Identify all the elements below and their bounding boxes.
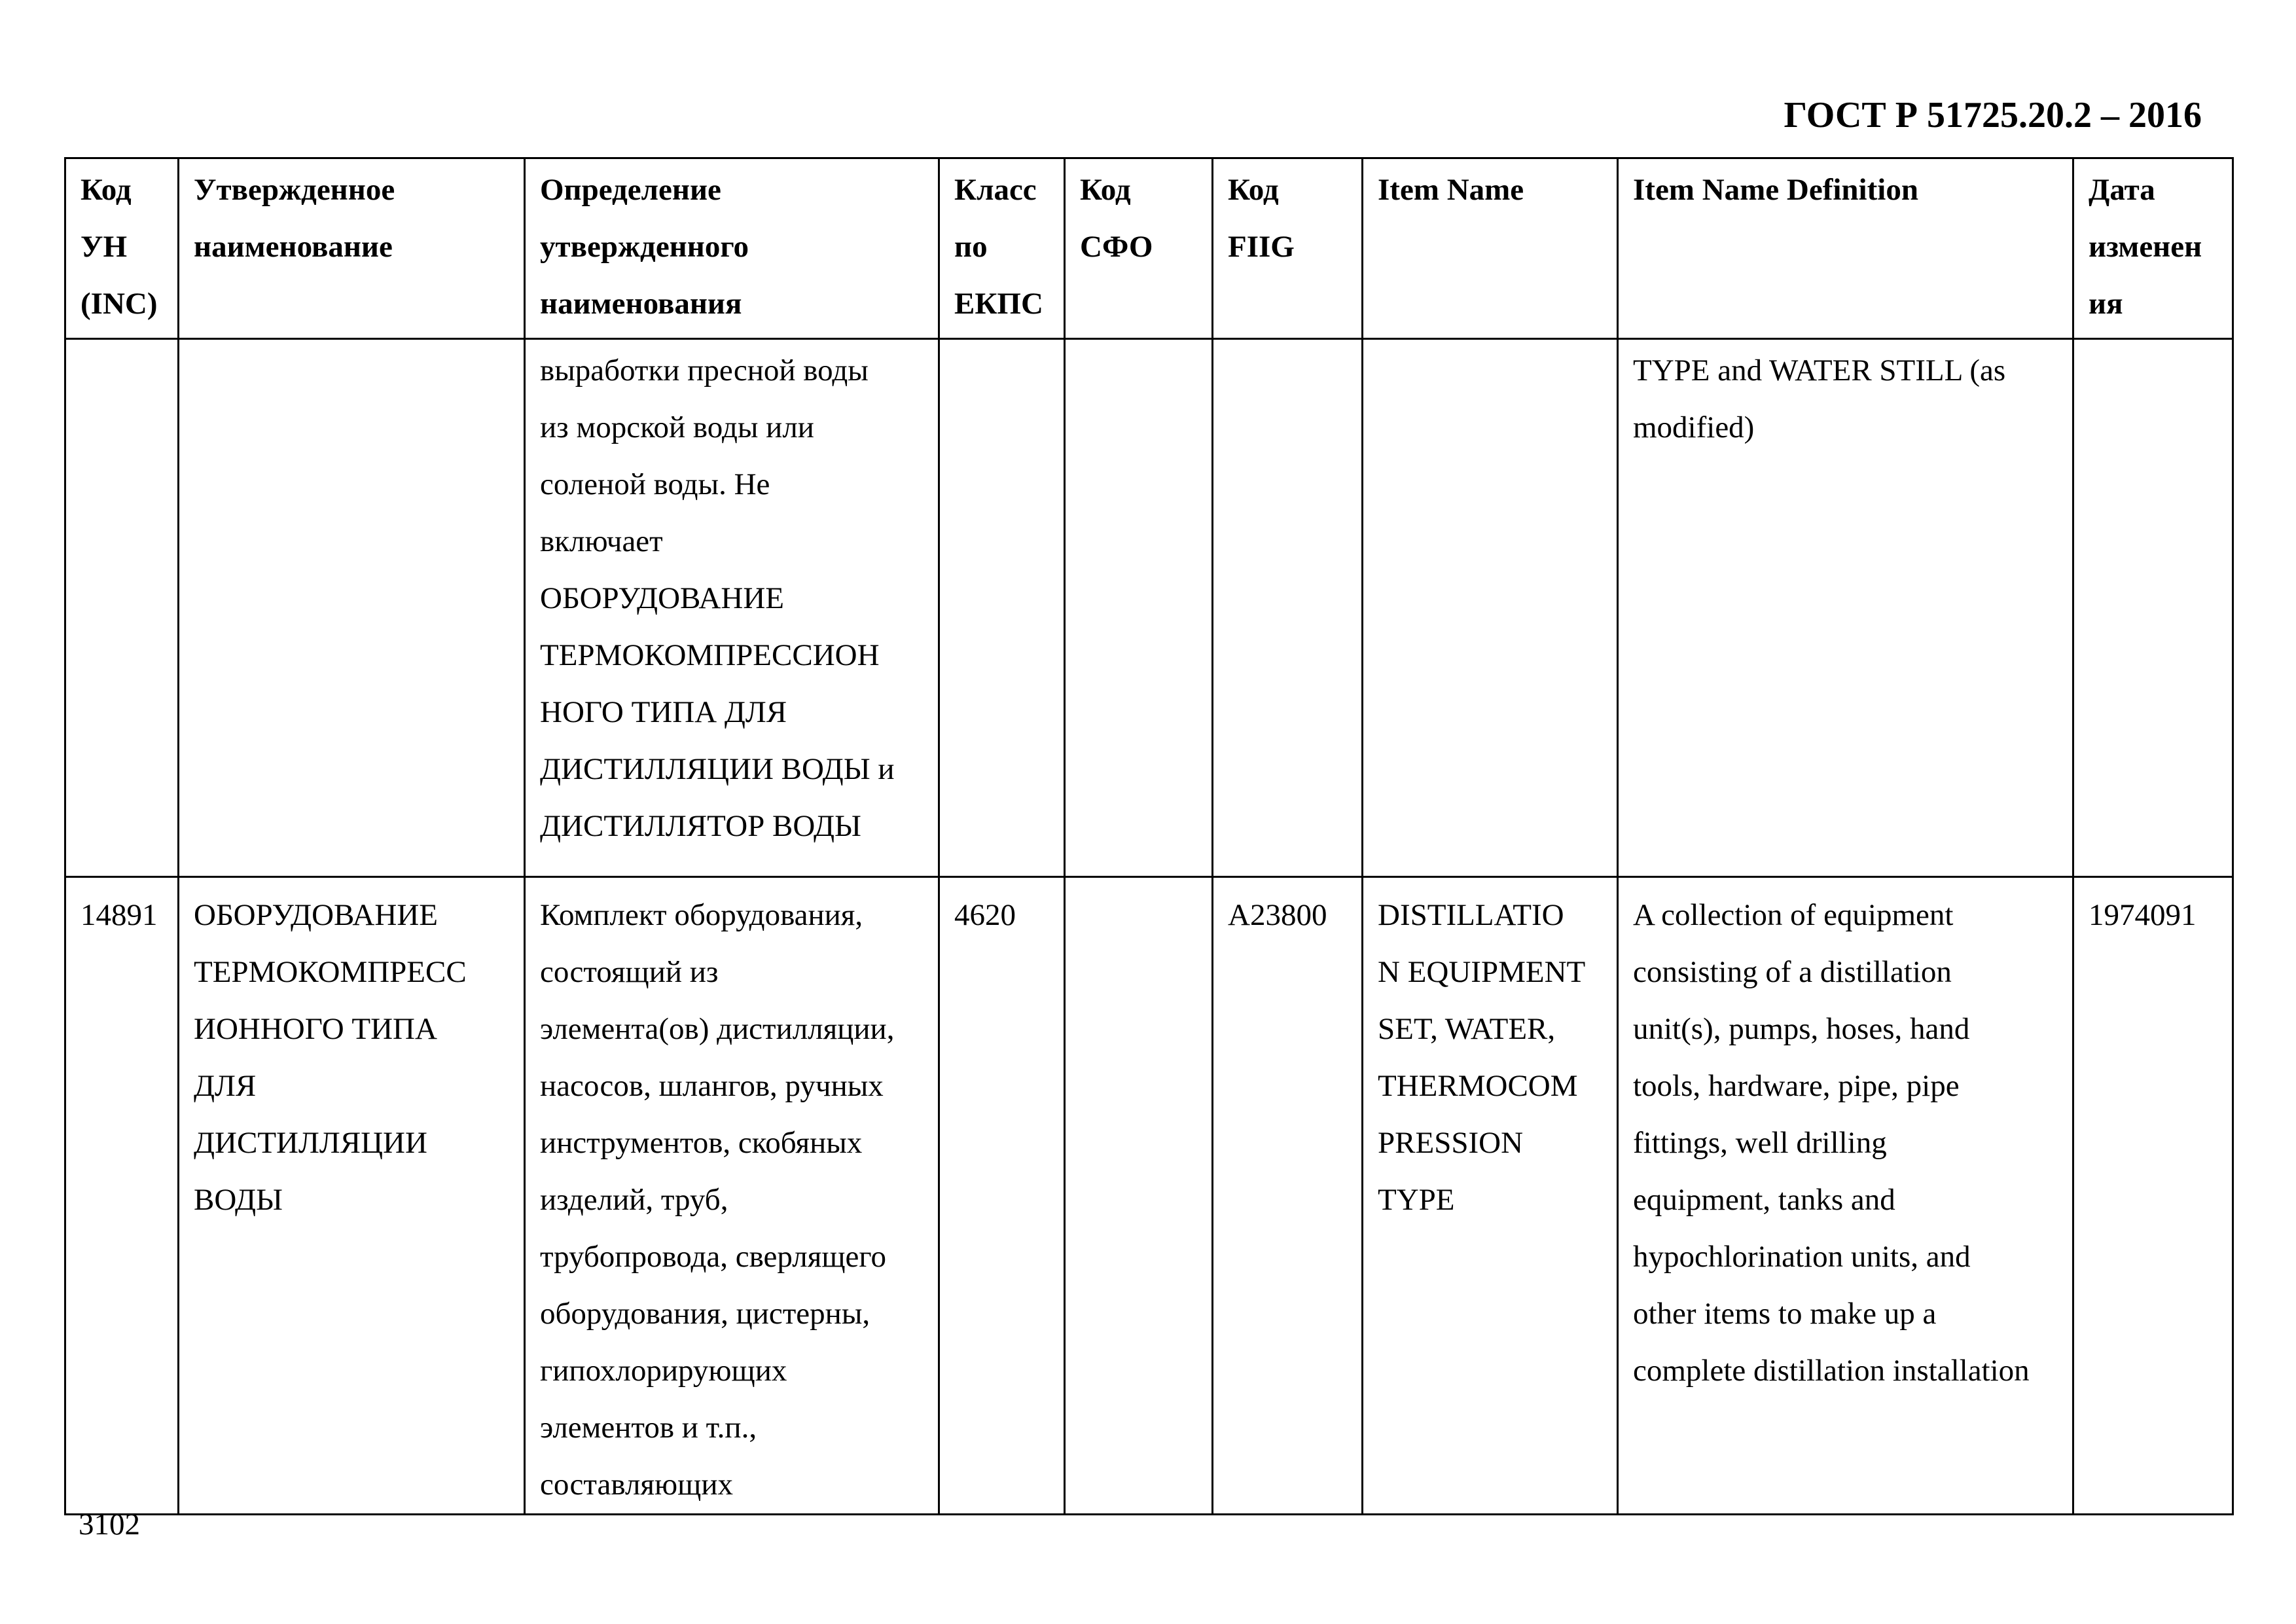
document-header: ГОСТ Р 51725.20.2 – 2016: [1784, 95, 2202, 135]
column-header-fiig: Код FIIG: [1213, 158, 1363, 339]
cell-definition: выработки пресной воды из морской воды или соленой воды. Не включает ОБОРУДОВАНИЕ ТЕРМОКОМПРЕССИОН НОГО ТИПА ДЛЯ ДИСТИЛЛЯЦИИ ВОДЫ и ДИСТИЛЛЯТОР ВОДЫ: [525, 339, 939, 877]
column-header-class: Класс по ЕКПС: [939, 158, 1065, 339]
table-header-row: [65, 158, 2233, 339]
column-header-item-name-definition: Item Name Definition: [1618, 158, 2073, 339]
page-number: 3102: [79, 1507, 140, 1542]
table-row-continuation: [65, 339, 2233, 877]
cell-sfo: [1065, 877, 1213, 1515]
column-header-inc: Код УН (INC): [65, 158, 179, 339]
cell-fiig: [1213, 339, 1363, 877]
cell-class: 4620: [939, 877, 1065, 1515]
cell-item-name: DISTILLATIO N EQUIPMENT SET, WATER, THERMOCOM PRESSION TYPE: [1363, 877, 1618, 1515]
cell-inc: 14891: [65, 877, 179, 1515]
cell-item-name-definition: A collection of equipment consisting of a distillation unit(s), pumps, hoses, hand tools, hardware, pipe, pipe fittings, well drilling equipment, tanks and hypochlorination units, and other items to make up a complete distillation installation: [1618, 877, 2073, 1515]
column-header-definition: Определение утвержденного наименования: [525, 158, 939, 339]
cell-class: [939, 339, 1065, 877]
cell-change-date: 1974091: [2073, 877, 2233, 1515]
cell-fiig: A23800: [1213, 877, 1363, 1515]
cell-item-name: [1363, 339, 1618, 877]
table-row: [65, 877, 2233, 1515]
cell-item-name-definition: TYPE and WATER STILL (as modified): [1618, 339, 2073, 877]
cell-approved-name: [179, 339, 525, 877]
column-header-change-date: Дата изменен ия: [2073, 158, 2233, 339]
catalog-table: [64, 157, 2234, 1515]
cell-approved-name: ОБОРУДОВАНИЕ ТЕРМОКОМПРЕСС ИОННОГО ТИПА ДЛЯ ДИСТИЛЛЯЦИИ ВОДЫ: [179, 877, 525, 1515]
column-header-approved-name: Утвержденное наименование: [179, 158, 525, 339]
cell-inc: [65, 339, 179, 877]
cell-change-date: [2073, 339, 2233, 877]
cell-sfo: [1065, 339, 1213, 877]
column-header-sfo: Код СФО: [1065, 158, 1213, 339]
column-header-item-name: Item Name: [1363, 158, 1618, 339]
cell-definition: Комплект оборудования, состоящий из элемента(ов) дистилляции, насосов, шлангов, ручных инструментов, скобяных изделий, труб, трубопровода, сверлящего оборудования, цистерны, гипохлорирующих элементов и т.п., составляющих: [525, 877, 939, 1515]
